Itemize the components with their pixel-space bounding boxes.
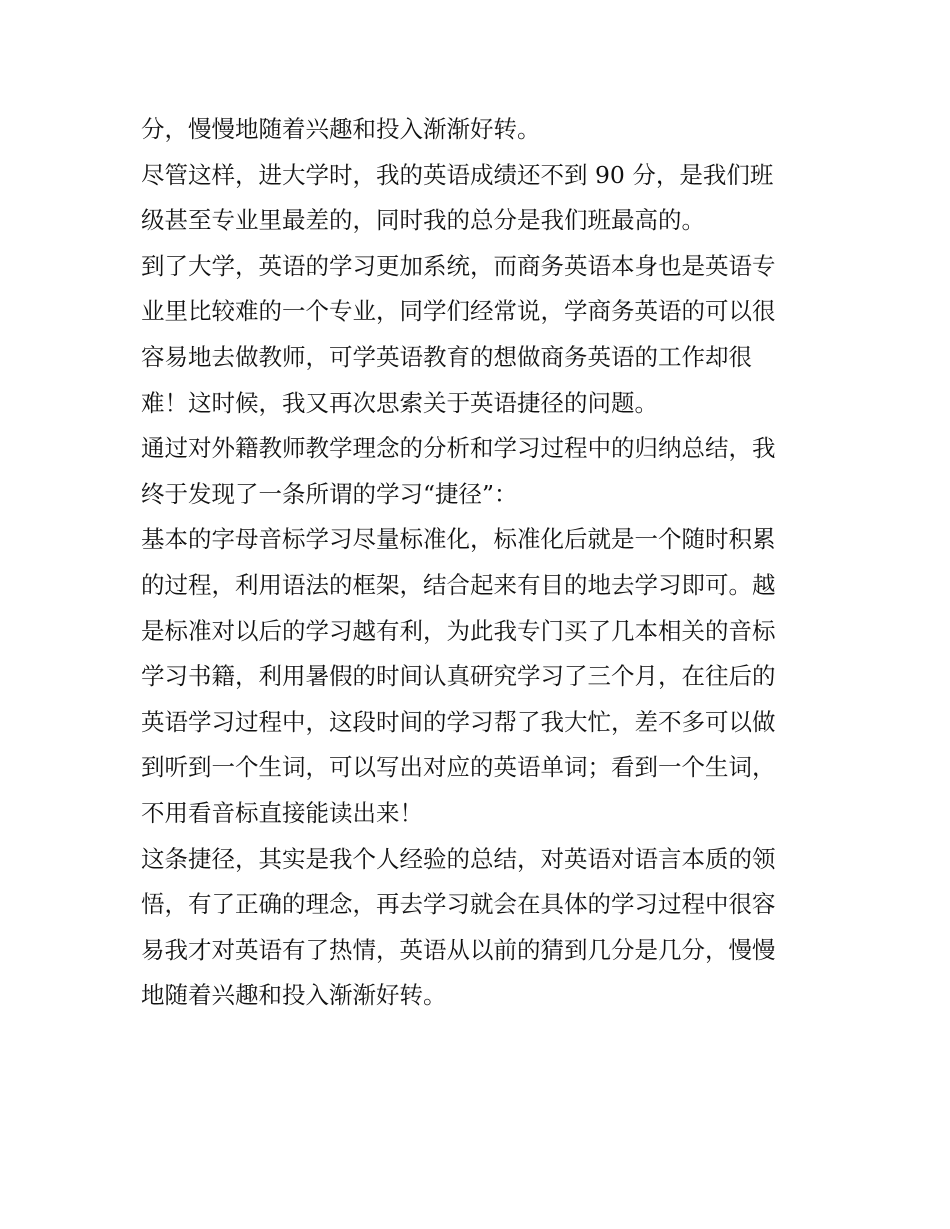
text-line: 基本的字母音标学习尽量标准化，标准化后就是一个随时积累 [141,525,776,554]
text-line: 到了大学，英语的学习更加系统，而商务英语本身也是英语专 [141,251,776,280]
text-line: 尽管这样，进大学时，我的英语成绩还不到 90 分，是我们班 [141,160,774,189]
text-line: 到听到一个生词，可以写出对应的英语单词；看到一个生词， [141,753,776,782]
text-line: 悟，有了正确的理念，再去学习就会在具体的学习过程中很容 [141,890,776,919]
text-line: 不用看音标直接能读出来！ [141,798,423,827]
text-line: 易我才对英语有了热情，英语从以前的猜到几分是几分，慢慢 [141,935,776,964]
text-line: 学习书籍，利用暑假的时间认真研究学习了三个月，在往后的 [141,662,776,691]
text-line: 容易地去做教师，可学英语教育的想做商务英语的工作却很 [141,342,752,371]
text-line: 英语学习过程中，这段时间的学习帮了我大忙，差不多可以做 [141,707,776,736]
text-line: 这条捷径，其实是我个人经验的总结，对英语对语言本质的领 [141,844,776,873]
text-line: 终于发现了一条所谓的学习“捷径”： [141,479,518,508]
text-line: 地随着兴趣和投入渐渐好转。 [141,981,447,1010]
text-line: 业里比较难的一个专业，同学们经常说，学商务英语的可以很 [141,297,776,326]
text-line: 通过对外籍教师教学理念的分析和学习过程中的归纳总结，我 [141,434,776,463]
text-line: 难！这时候，我又再次思索关于英语捷径的问题。 [141,388,658,417]
text-line: 是标准对以后的学习越有利，为此我专门买了几本相关的音标 [141,616,776,645]
text-line: 分，慢慢地随着兴趣和投入渐渐好转。 [141,115,541,143]
document-body [141,107,813,1019]
text-line: 的过程，利用语法的框架，结合起来有目的地去学习即可。越 [141,570,776,599]
text-line: 级甚至专业里最差的，同时我的总分是我们班最高的。 [141,206,705,235]
